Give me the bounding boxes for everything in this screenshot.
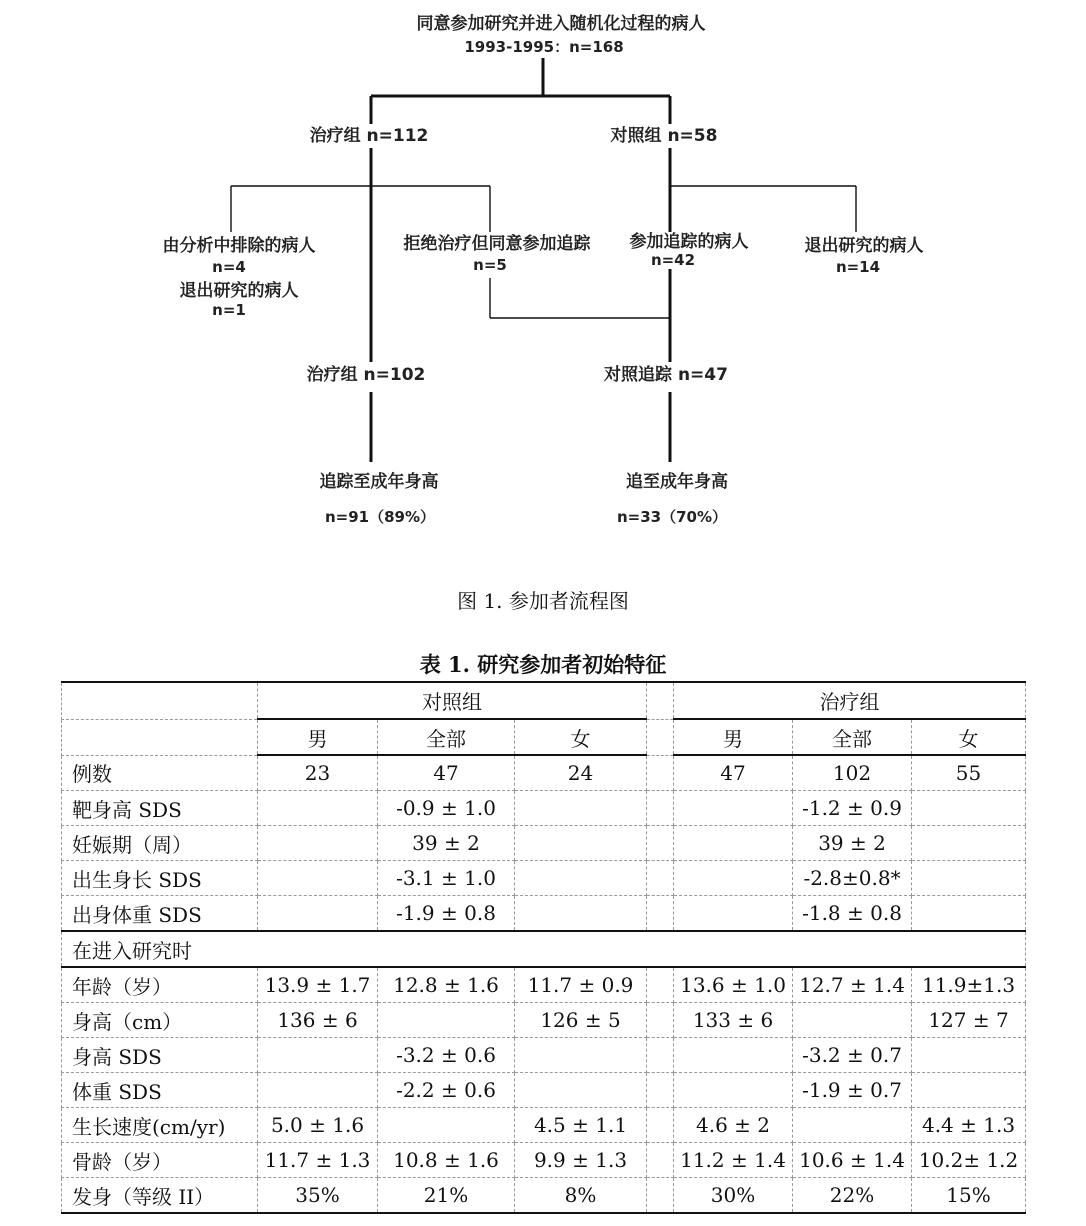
table-cell — [378, 1108, 515, 1143]
table-cell — [912, 791, 1026, 826]
table-cell: 10.8 ± 1.6 — [378, 1143, 515, 1178]
flowchart-connectors — [0, 0, 1086, 560]
table-section-row — [62, 931, 1026, 967]
table-cell — [258, 1073, 378, 1108]
table-cell: 4.4 ± 1.3 — [912, 1108, 1026, 1143]
flow-treat-final-count: n=91（89%） — [324, 508, 436, 526]
table-cell: 9.9 ± 1.3 — [515, 1143, 647, 1178]
flow-treat-final-label: 追踪至成年身高 — [319, 472, 439, 492]
flow-control-final-label: 追至成年身高 — [626, 472, 728, 492]
table-cell: 4.5 ± 1.1 — [515, 1108, 647, 1143]
header-control-group: 对照组 — [258, 682, 647, 719]
flow-withdrawn-treat-label: 退出研究的病人 — [179, 281, 299, 301]
table-cell: 4.6 ± 2 — [674, 1108, 793, 1143]
flow-excluded-label: 由分析中排除的病人 — [162, 236, 316, 256]
table-gap-cell — [647, 967, 674, 1003]
row-label: 生长速度(cm/yr) — [62, 1108, 258, 1143]
header-sub: 女 — [912, 719, 1026, 755]
header-sub: 男 — [258, 719, 378, 755]
header-empty — [62, 682, 258, 719]
table-gap-cell — [647, 1108, 674, 1143]
table-cell: 30% — [674, 1178, 793, 1214]
row-label: 发身（等级 II） — [62, 1178, 258, 1214]
table-cell: 8% — [515, 1178, 647, 1214]
row-label: 体重 SDS — [62, 1073, 258, 1108]
table-cell — [793, 1003, 912, 1038]
flow-treat-group: 治疗组 n=112 — [309, 126, 429, 146]
flow-refused-label: 拒绝治疗但同意参加追踪 — [403, 234, 591, 254]
row-label: 出生身长 SDS — [62, 861, 258, 896]
characteristics-table — [61, 681, 1025, 1214]
table-row — [62, 967, 1026, 1003]
table-cell — [515, 1038, 647, 1073]
table-cell — [912, 1038, 1026, 1073]
header-sub: 全部 — [793, 719, 912, 755]
table-cell — [674, 861, 793, 896]
table-cell: 136 ± 6 — [258, 1003, 378, 1038]
table-header-groups — [62, 682, 1026, 719]
table-row — [62, 1143, 1026, 1178]
row-label: 骨龄（岁） — [62, 1143, 258, 1178]
table-cell: 126 ± 5 — [515, 1003, 647, 1038]
table-cell: -3.2 ± 0.6 — [378, 1038, 515, 1073]
table-gap-cell — [647, 1003, 674, 1038]
table-row — [62, 1178, 1026, 1214]
table-gap-cell — [647, 755, 674, 791]
table-cell: 11.2 ± 1.4 — [674, 1143, 793, 1178]
flow-root-title: 同意参加研究并进入随机化过程的病人 — [416, 14, 706, 34]
table-gap-cell — [647, 896, 674, 932]
flow-withdrawn-treat-count: n=1 — [212, 301, 246, 319]
table-row — [62, 861, 1026, 896]
table-cell — [258, 1038, 378, 1073]
table-cell: 127 ± 7 — [912, 1003, 1026, 1038]
table-cell: 13.9 ± 1.7 — [258, 967, 378, 1003]
flow-control-group: 对照组 n=58 — [610, 126, 718, 146]
table-cell: -0.9 ± 1.0 — [378, 791, 515, 826]
table-cell: 10.6 ± 1.4 — [793, 1143, 912, 1178]
table-cell — [258, 896, 378, 932]
table-cell — [674, 1038, 793, 1073]
table-gap-cell — [647, 791, 674, 826]
table-cell — [793, 1108, 912, 1143]
table-header-subgroups — [62, 719, 1026, 755]
table-cell — [515, 861, 647, 896]
table-cell: 12.7 ± 1.4 — [793, 967, 912, 1003]
row-label: 靶身高 SDS — [62, 791, 258, 826]
table-row — [62, 896, 1026, 932]
table-row — [62, 1073, 1026, 1108]
table-cell — [674, 791, 793, 826]
table-cell: 12.8 ± 1.6 — [378, 967, 515, 1003]
table-cell: -3.2 ± 0.7 — [793, 1038, 912, 1073]
table-cell — [515, 896, 647, 932]
participant-flowchart — [0, 0, 1086, 560]
table-row — [62, 1003, 1026, 1038]
table-cell: -2.2 ± 0.6 — [378, 1073, 515, 1108]
table-row — [62, 826, 1026, 861]
header-gap — [647, 719, 674, 755]
table-cell: 21% — [378, 1178, 515, 1214]
table-cell: 39 ± 2 — [793, 826, 912, 861]
table-row — [62, 1108, 1026, 1143]
table-cell: -1.8 ± 0.8 — [793, 896, 912, 932]
row-label: 出身体重 SDS — [62, 896, 258, 932]
table-cell — [258, 861, 378, 896]
figure-caption: 图 1. 参加者流程图 — [457, 589, 629, 613]
header-gap — [647, 682, 674, 719]
table-row — [62, 791, 1026, 826]
flow-withdrawn-control-count: n=14 — [835, 258, 881, 276]
table-cell — [674, 896, 793, 932]
table-cell: 55 — [912, 755, 1026, 791]
table-cell: 22% — [793, 1178, 912, 1214]
table-gap-cell — [647, 1038, 674, 1073]
table-cell: -1.9 ± 0.8 — [378, 896, 515, 932]
table-title: 表 1. 研究参加者初始特征 — [419, 652, 667, 677]
table-cell: 11.7 ± 0.9 — [515, 967, 647, 1003]
section-label: 在进入研究时 — [62, 931, 1026, 967]
flow-treat-group-2: 治疗组 n=102 — [306, 365, 426, 385]
table-cell: 133 ± 6 — [674, 1003, 793, 1038]
table-cell — [674, 1073, 793, 1108]
flow-followup-label: 参加追踪的病人 — [629, 232, 749, 252]
table-cell: 24 — [515, 755, 647, 791]
flow-refused-count: n=5 — [473, 256, 507, 274]
header-sub: 全部 — [378, 719, 515, 755]
table-cell: 5.0 ± 1.6 — [258, 1108, 378, 1143]
table-cell — [912, 896, 1026, 932]
flow-followup-count: n=42 — [650, 251, 696, 269]
table-cell: 47 — [674, 755, 793, 791]
flow-root-count: 1993-1995：n=168 — [464, 38, 624, 56]
row-label: 妊娠期（周） — [62, 826, 258, 861]
table-gap-cell — [647, 861, 674, 896]
table-gap-cell — [647, 1178, 674, 1214]
table-cell: 102 — [793, 755, 912, 791]
table-cell — [378, 1003, 515, 1038]
table-cell — [258, 826, 378, 861]
table-cell — [515, 1073, 647, 1108]
table-gap-cell — [647, 826, 674, 861]
flow-excluded-count: n=4 — [212, 258, 246, 276]
header-sub: 男 — [674, 719, 793, 755]
table-cell: 11.7 ± 1.3 — [258, 1143, 378, 1178]
table-cell: -3.1 ± 1.0 — [378, 861, 515, 896]
flow-control-followup: 对照追踪 n=47 — [604, 365, 728, 385]
table-cell — [674, 826, 793, 861]
table-cell: 15% — [912, 1178, 1026, 1214]
table-cell — [258, 791, 378, 826]
table-gap-cell — [647, 1073, 674, 1108]
table-cell: -1.9 ± 0.7 — [793, 1073, 912, 1108]
table-cell: -2.8±0.8* — [793, 861, 912, 896]
table-cell: 10.2± 1.2 — [912, 1143, 1026, 1178]
table-cell — [912, 826, 1026, 861]
row-label: 身高 SDS — [62, 1038, 258, 1073]
table-cell: 47 — [378, 755, 515, 791]
table-cell — [912, 1073, 1026, 1108]
table-cell: 13.6 ± 1.0 — [674, 967, 793, 1003]
row-label: 例数 — [62, 755, 258, 791]
flow-withdrawn-control-label: 退出研究的病人 — [804, 236, 924, 256]
table-gap-cell — [647, 1143, 674, 1178]
table-row — [62, 1038, 1026, 1073]
table-cell: 35% — [258, 1178, 378, 1214]
table-cell — [515, 826, 647, 861]
table-cell: 39 ± 2 — [378, 826, 515, 861]
table-cell — [912, 861, 1026, 896]
header-sub: 女 — [515, 719, 647, 755]
row-label: 年龄（岁） — [62, 967, 258, 1003]
flow-control-final-count: n=33（70%） — [616, 508, 728, 526]
table-row — [62, 755, 1026, 791]
table-cell: 23 — [258, 755, 378, 791]
table-cell — [515, 791, 647, 826]
table-cell: -1.2 ± 0.9 — [793, 791, 912, 826]
table-cell: 11.9±1.3 — [912, 967, 1026, 1003]
header-empty — [62, 719, 258, 755]
row-label: 身高（cm） — [62, 1003, 258, 1038]
header-treat-group: 治疗组 — [674, 682, 1026, 719]
